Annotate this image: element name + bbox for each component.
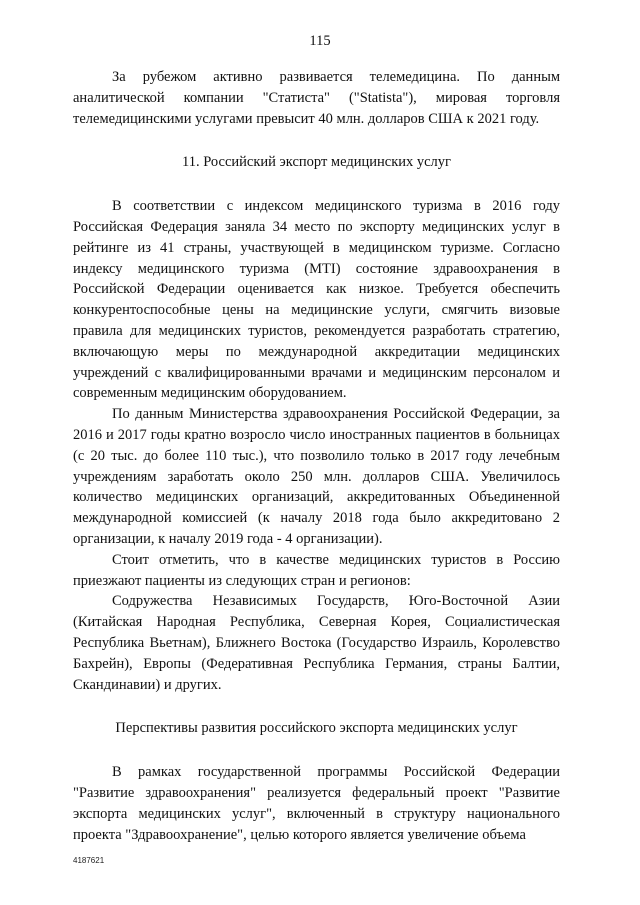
page-number: 115	[309, 33, 331, 49]
subsection-heading: Перспективы развития российского экспорта медицинских услуг	[115, 720, 518, 737]
subsection-paragraph-1: В рамках государственной программы Российской Федерации "Развитие здравоохранения" реализуется федеральный проект "Развитие экспорта медицинских услуг", включенный в структуру национального проекта "Здравоохранение", целью которого является увеличение объема	[73, 764, 560, 843]
section-paragraph-3: Стоит отметить, что в качестве медицинских туристов в Россию приезжают пациенты из следующих стран и регионов:	[73, 551, 560, 589]
section-paragraph-1: В соответствии с индексом медицинского туризма в 2016 году Российская Федерация заняла 34 место по экспорту медицинских услуг в рейтинге из 41 страны, участвующей в медицинском туризме. Согласно индексу медицинского туризма (MTI) состояние здравоохранения в Российской Федерации оценивается как низкое. Требуется обеспечить конкурентоспособные цены на медицинские услуги, смягчить визовые правила для медицинских туристов, рекомендуется разработать стратегию, включающую меры по международной аккредитации медицинских учреждений с квалифицированными врачами и медицинским персоналом и современным медицинским оборудованием.	[73, 198, 560, 402]
section-heading: 11. Российский экспорт медицинских услуг	[182, 154, 451, 171]
document-body	[73, 67, 560, 845]
section-paragraph-2: По данным Министерства здравоохранения Российской Федерации, за 2016 и 2017 годы кратно возросло число иностранных пациентов в больницах (с 20 тыс. до более 110 тыс.), что позволило только в 2017 году лечебным учреждениям заработать около 250 млн. долларов США. Увеличилось количество медицинских организаций, аккредитованных Объединенной международной комиссией (к началу 2018 года было аккредитовано 2 организации, к началу 2019 года - 4 организации).	[73, 406, 560, 547]
document-code: 4187621	[73, 856, 105, 865]
section-paragraph-4: Содружества Независимых Государств, Юго-Восточной Азии (Китайская Народная Республика, Северная Корея, Социалистическая Республика Вьетнам), Ближнего Востока (Государство Израиль, Королевство Бахрейн), Европы (Федеративная Республика Германия, страны Балтии, Скандинавии) и других.	[73, 593, 560, 693]
intro-paragraph: За рубежом активно развивается телемедицина. По данным аналитической компании "Статиста" ("Statista"), мировая торговля телемедицинскими услугами превысит 40 млн. долларов США к 2021 году.	[73, 69, 560, 127]
